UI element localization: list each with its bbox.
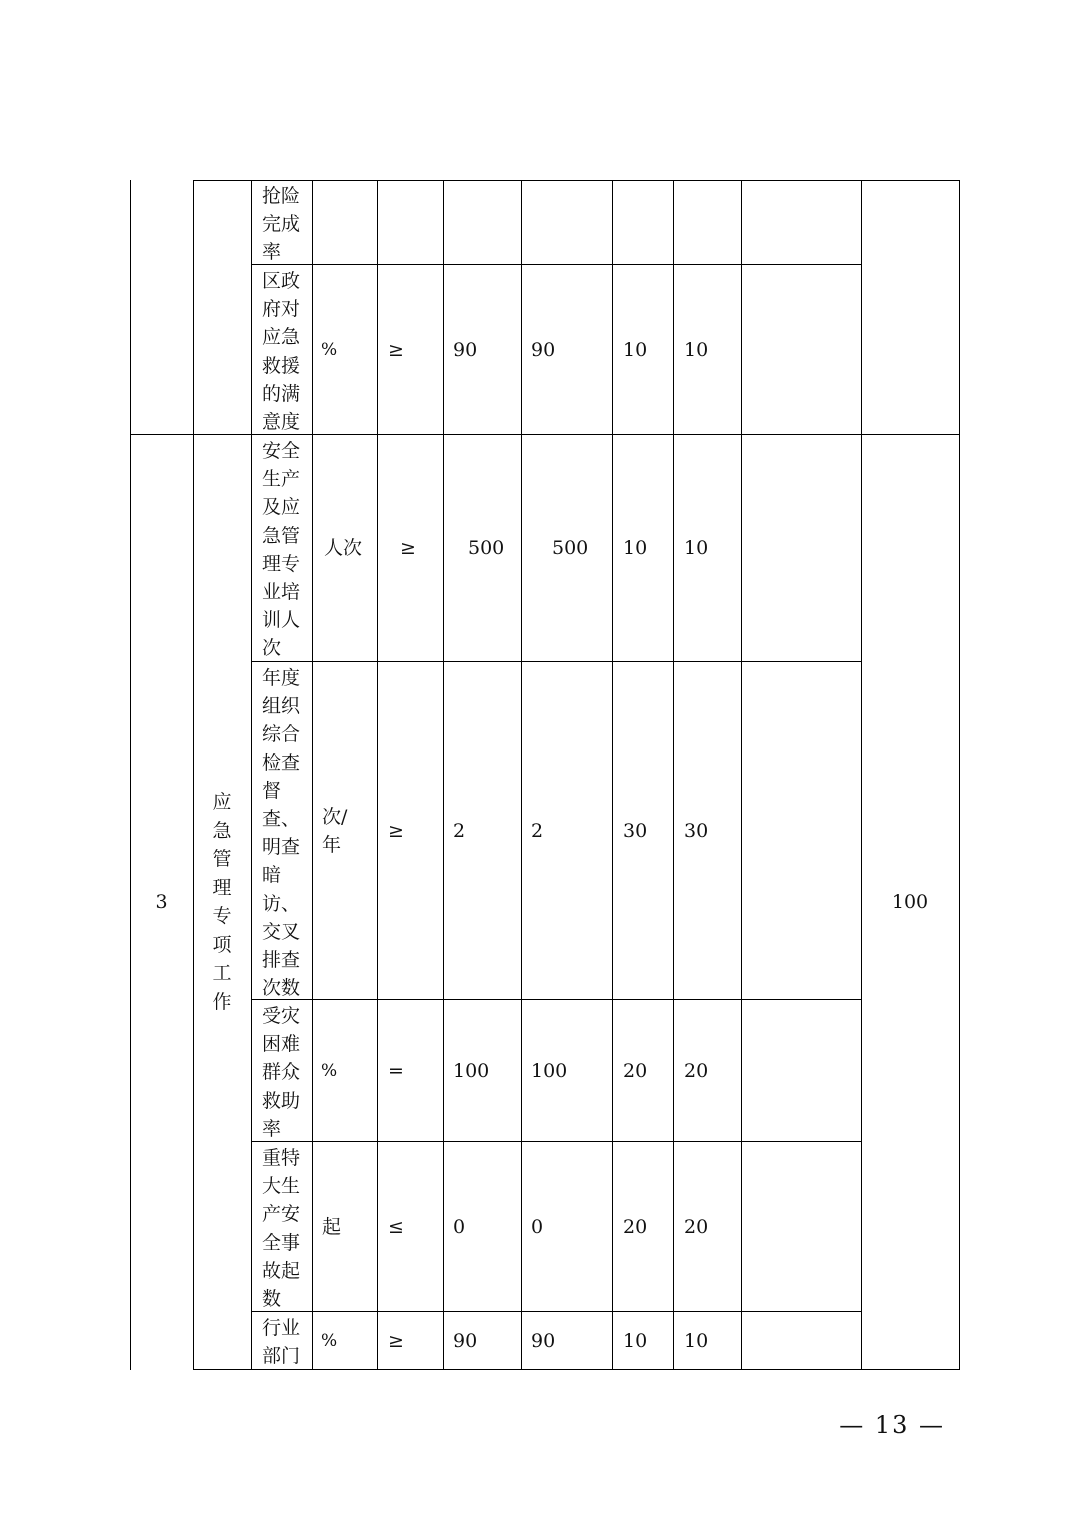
table-border — [251, 180, 252, 1370]
value-cell: 100 — [531, 1059, 568, 1082]
table-border — [741, 180, 742, 1370]
value-cell: 500 — [552, 537, 589, 559]
operator-cell: ≤ — [388, 1215, 404, 1238]
value-cell: 500 — [468, 537, 505, 559]
value-cell: 90 — [453, 1329, 478, 1352]
page-number: — 13 — — [839, 1411, 945, 1439]
weight-cell: 10 — [623, 338, 648, 361]
category-cell: 应急管理专项工作 — [212, 791, 232, 1013]
row-index: 3 — [155, 891, 168, 913]
weight-cell: 10 — [623, 537, 648, 559]
weight-cell: 20 — [623, 1059, 648, 1082]
score-cell: 10 — [684, 537, 709, 559]
value-cell: 0 — [453, 1215, 466, 1238]
table-border — [612, 180, 613, 1370]
indicator-name: 受灾困难群众救助率 — [262, 1005, 301, 1140]
table-border — [377, 180, 378, 1370]
unit-cell: 次/年 — [322, 805, 348, 856]
score-cell: 20 — [684, 1059, 709, 1082]
value-cell: 2 — [531, 819, 544, 842]
score-cell: 10 — [684, 338, 709, 361]
unit-cell: % — [321, 1060, 338, 1081]
operator-cell: ≥ — [400, 537, 416, 559]
value-cell: 0 — [531, 1215, 544, 1238]
indicator-name: 区政府对应急救援的满意度 — [262, 270, 301, 434]
value-cell: 2 — [453, 819, 466, 842]
score-cell: 10 — [684, 1329, 709, 1352]
indicator-name: 安全生产及应急管理专业培训人次 — [262, 440, 301, 660]
weight-cell: 10 — [623, 1329, 648, 1352]
weight-cell: 30 — [623, 819, 648, 842]
table-border — [251, 1311, 862, 1312]
unit-cell: 起 — [322, 1215, 342, 1238]
indicator-name: 重特大生产安全事故起数 — [262, 1147, 301, 1311]
indicator-name: 行业部门 — [262, 1317, 301, 1368]
table-border — [251, 1141, 862, 1142]
table-border — [521, 180, 522, 1370]
table-border — [443, 180, 444, 1370]
unit-cell: % — [321, 339, 338, 360]
table-border — [673, 180, 674, 1370]
unit-cell: % — [321, 1330, 338, 1351]
table-border — [251, 264, 862, 265]
score-cell: 20 — [684, 1215, 709, 1238]
indicator-name: 年度组织综合检查督查、明查暗访、交叉排查次数 — [262, 667, 301, 1000]
operator-cell: ≥ — [388, 819, 404, 842]
score-cell: 30 — [684, 819, 709, 842]
table-border — [312, 180, 313, 1370]
value-cell: 90 — [453, 338, 478, 361]
total-score: 100 — [891, 891, 929, 913]
value-cell: 100 — [453, 1059, 490, 1082]
indicator-name: 抢险完成率 — [262, 185, 301, 264]
value-cell: 90 — [531, 338, 556, 361]
unit-cell: 人次 — [324, 537, 363, 559]
operator-cell: ≥ — [388, 1329, 404, 1352]
operator-cell: ≥ — [388, 338, 404, 361]
value-cell: 90 — [531, 1329, 556, 1352]
table-border — [959, 180, 960, 1370]
weight-cell: 20 — [623, 1215, 648, 1238]
operator-cell: = — [388, 1059, 404, 1082]
